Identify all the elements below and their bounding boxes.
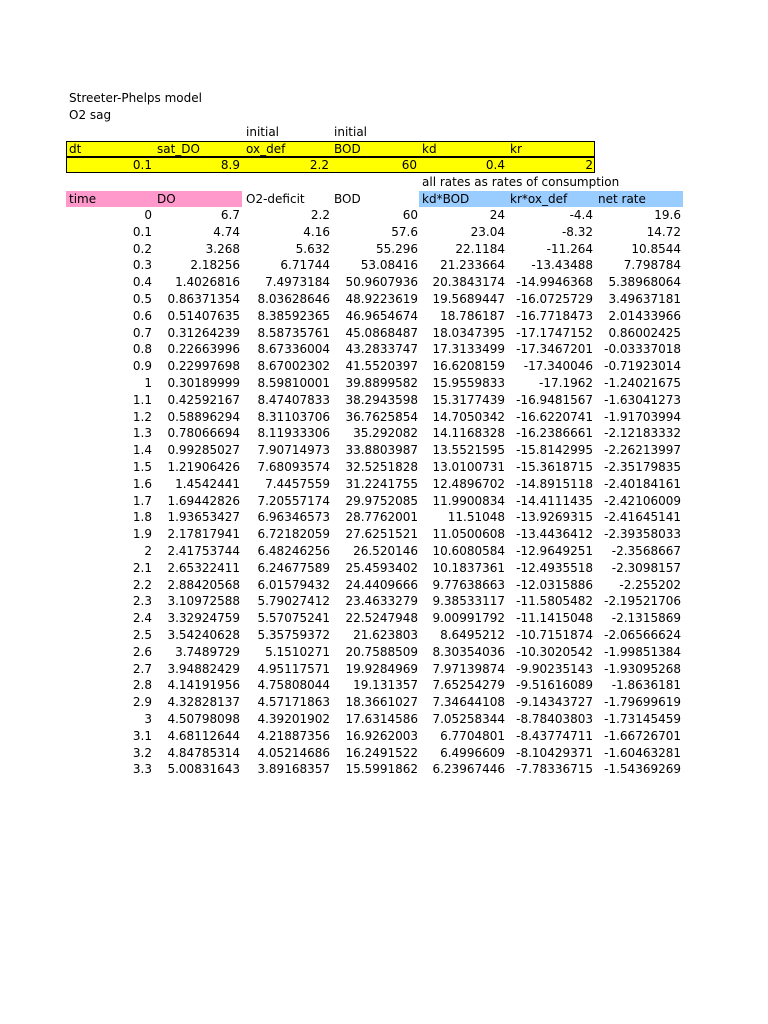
sheet-title: Streeter-Phelps model — [69, 91, 202, 105]
cell-time[interactable]: 2.6 — [132, 644, 152, 659]
cell-o2-deficit[interactable]: 4.75808044 — [257, 678, 330, 693]
cell-time[interactable]: 0.2 — [132, 241, 152, 256]
cell-kd-bod[interactable]: 9.77638663 — [432, 577, 505, 592]
cell-kd-bod[interactable]: 7.34644108 — [432, 695, 505, 710]
cell-kd-bod[interactable]: 6.4996609 — [440, 745, 505, 760]
cell-kr-ox-def[interactable]: -12.0315886 — [516, 577, 593, 592]
table-row — [66, 661, 683, 678]
cell-net-rate[interactable]: -1.66726701 — [604, 728, 681, 743]
cell-net-rate[interactable]: -2.1315869 — [611, 611, 681, 626]
cell-o2-deficit[interactable]: 4.21887356 — [257, 728, 330, 743]
table-row — [66, 745, 683, 762]
param-label-bod: BOD — [334, 142, 361, 156]
cell-o2-deficit[interactable]: 5.57075241 — [257, 611, 330, 626]
cell-kd-bod[interactable]: 22.1184 — [455, 241, 505, 256]
cell-time[interactable]: 1.6 — [132, 476, 152, 491]
cell-kd-bod[interactable]: 23.04 — [470, 224, 505, 239]
table-row — [66, 627, 683, 644]
cell-o2-deficit[interactable]: 8.03628646 — [257, 291, 330, 306]
cell-kr-ox-def[interactable]: -12.4935518 — [516, 560, 593, 575]
cell-bod[interactable]: 31.2241755 — [345, 476, 418, 491]
cell-kr-ox-def[interactable]: -15.8142995 — [516, 443, 593, 458]
cell-o2-deficit[interactable]: 8.47407833 — [257, 392, 330, 407]
cell-net-rate[interactable]: -0.71923014 — [604, 359, 681, 374]
cell-do[interactable]: 4.14191956 — [167, 678, 240, 693]
cell-bod[interactable]: 50.9607936 — [345, 275, 418, 290]
cell-net-rate[interactable]: 14.72 — [646, 224, 681, 239]
cell-kd-bod[interactable]: 10.1837361 — [432, 560, 505, 575]
param-value-bod[interactable]: 60 — [401, 158, 417, 172]
cell-time[interactable]: 2.9 — [132, 695, 152, 710]
cell-bod[interactable]: 25.4593402 — [345, 560, 418, 575]
cell-o2-deficit[interactable]: 5.79027412 — [257, 594, 330, 609]
cell-kd-bod[interactable]: 14.1168328 — [432, 426, 505, 441]
cell-kd-bod[interactable]: 8.30354036 — [432, 644, 505, 659]
table-row — [66, 392, 683, 409]
cell-kr-ox-def[interactable]: -13.4436412 — [516, 527, 593, 542]
cell-kd-bod[interactable]: 7.05258344 — [432, 711, 505, 726]
cell-do[interactable]: 1.69442826 — [167, 493, 240, 508]
table-row — [66, 224, 683, 241]
cell-o2-deficit[interactable]: 6.96346573 — [257, 510, 330, 525]
cell-kd-bod[interactable]: 18.0347395 — [432, 325, 505, 340]
cell-bod[interactable]: 20.7588509 — [345, 644, 418, 659]
cell-o2-deficit[interactable]: 8.11933306 — [257, 426, 330, 441]
table-row — [66, 325, 683, 342]
cell-net-rate[interactable]: -2.26213997 — [604, 443, 681, 458]
cell-kr-ox-def[interactable]: -16.0725729 — [516, 291, 593, 306]
cell-kd-bod[interactable]: 10.6080584 — [432, 543, 505, 558]
cell-kd-bod[interactable]: 11.51048 — [447, 510, 505, 525]
cell-net-rate[interactable]: -1.93095268 — [604, 661, 681, 676]
cell-net-rate[interactable]: -2.3098157 — [611, 560, 681, 575]
cell-kd-bod[interactable]: 8.6495212 — [440, 627, 505, 642]
cell-do[interactable]: 2.65322411 — [167, 560, 240, 575]
cell-o2-deficit[interactable]: 8.31103706 — [257, 409, 330, 424]
cell-time[interactable]: 0.9 — [132, 359, 152, 374]
cell-time[interactable]: 1.3 — [132, 426, 152, 441]
cell-o2-deficit[interactable]: 6.01579432 — [257, 577, 330, 592]
cell-kd-bod[interactable]: 13.0100731 — [432, 459, 505, 474]
cell-net-rate[interactable]: -2.40184161 — [604, 476, 681, 491]
cell-o2-deficit[interactable]: 6.71744 — [280, 258, 330, 273]
cell-o2-deficit[interactable]: 3.89168357 — [257, 762, 330, 777]
table-row — [66, 694, 683, 711]
cell-bod[interactable]: 33.8803987 — [345, 443, 418, 458]
cell-o2-deficit[interactable]: 5.35759372 — [257, 627, 330, 642]
cell-time[interactable]: 1.9 — [132, 527, 152, 542]
cell-net-rate[interactable]: -2.12183332 — [604, 426, 681, 441]
cell-net-rate[interactable]: -1.60463281 — [604, 745, 681, 760]
cell-do[interactable]: 6.7 — [220, 208, 240, 222]
cell-kr-ox-def[interactable]: -9.90235143 — [516, 661, 593, 676]
table-row — [66, 241, 683, 258]
cell-kd-bod[interactable]: 13.5521595 — [432, 443, 505, 458]
col-header-bod: BOD — [334, 192, 361, 206]
cell-bod[interactable]: 48.9223619 — [345, 291, 418, 306]
cell-do[interactable]: 3.54240628 — [167, 627, 240, 642]
param-value-ox-def[interactable]: 2.2 — [309, 158, 329, 172]
cell-kr-ox-def[interactable]: -17.1962 — [539, 375, 593, 390]
cell-time[interactable]: 0.1 — [132, 224, 152, 239]
cell-kd-bod[interactable]: 24 — [489, 208, 505, 222]
col-header-o2-deficit: O2-deficit — [246, 192, 305, 206]
cell-o2-deficit[interactable]: 4.57171863 — [257, 695, 330, 710]
cell-net-rate[interactable]: 10.8544 — [631, 241, 681, 256]
param-label-ox-def: ox_def — [246, 142, 286, 156]
table-row — [66, 761, 683, 778]
cell-time[interactable]: 1.7 — [132, 493, 152, 508]
cell-o2-deficit[interactable]: 7.4457559 — [265, 476, 330, 491]
cell-o2-deficit[interactable]: 4.95117571 — [257, 661, 330, 676]
cell-bod[interactable]: 27.6251521 — [345, 527, 418, 542]
cell-time[interactable]: 2.2 — [132, 577, 152, 592]
cell-kr-ox-def[interactable]: -15.3618715 — [516, 459, 593, 474]
cell-kd-bod[interactable]: 12.4896702 — [432, 476, 505, 491]
cell-kr-ox-def[interactable]: -10.3020542 — [516, 644, 593, 659]
cell-kr-ox-def[interactable]: -11.1415048 — [516, 611, 593, 626]
cell-do[interactable]: 4.84785314 — [167, 745, 240, 760]
cell-kr-ox-def[interactable]: -16.7718473 — [516, 308, 593, 323]
cell-kr-ox-def[interactable]: -9.51616089 — [516, 678, 593, 693]
table-row — [66, 560, 683, 577]
rates-note: all rates as rates of consumption — [422, 175, 620, 189]
cell-time[interactable]: 2.5 — [132, 627, 152, 642]
cell-do[interactable]: 4.32828137 — [167, 695, 240, 710]
cell-do[interactable]: 0.30189999 — [167, 375, 240, 390]
cell-kd-bod[interactable]: 14.7050342 — [432, 409, 505, 424]
cell-net-rate[interactable]: 19.6 — [654, 208, 681, 222]
cell-do[interactable]: 0.99285027 — [167, 443, 240, 458]
cell-time[interactable]: 0.7 — [132, 325, 152, 340]
cell-time[interactable]: 1.4 — [132, 443, 152, 458]
cell-do[interactable]: 0.86371354 — [167, 291, 240, 306]
cell-kr-ox-def[interactable]: -14.8915118 — [516, 476, 593, 491]
table-row — [66, 526, 683, 543]
cell-kr-ox-def[interactable]: -14.4111435 — [516, 493, 593, 508]
cell-kd-bod[interactable]: 9.38533117 — [432, 594, 505, 609]
cell-do[interactable]: 4.74 — [213, 224, 240, 239]
cell-do[interactable]: 3.10972588 — [167, 594, 240, 609]
cell-bod[interactable]: 16.9262003 — [345, 728, 418, 743]
param-label-kd: kd — [422, 142, 437, 156]
table-row — [66, 459, 683, 476]
cell-net-rate[interactable]: -1.73145459 — [604, 711, 681, 726]
cell-kr-ox-def[interactable]: -8.78403803 — [516, 711, 593, 726]
cell-kd-bod[interactable]: 21.233664 — [440, 258, 505, 273]
cell-kr-ox-def[interactable]: -8.43774711 — [516, 728, 593, 743]
param-value-dt[interactable]: 0.1 — [132, 158, 152, 172]
table-row — [66, 577, 683, 594]
cell-time[interactable]: 1 — [144, 375, 152, 390]
cell-bod[interactable]: 26.520146 — [353, 543, 418, 558]
cell-bod[interactable]: 23.4633279 — [345, 594, 418, 609]
cell-do[interactable]: 5.00831643 — [167, 762, 240, 777]
cell-net-rate[interactable]: 0.86002425 — [608, 325, 681, 340]
table-row — [66, 207, 683, 224]
cell-do[interactable]: 2.17817941 — [167, 527, 240, 542]
param-value-sat-do[interactable]: 8.9 — [220, 158, 240, 172]
table-row — [66, 493, 683, 510]
cell-kd-bod[interactable]: 6.23967446 — [432, 762, 505, 777]
cell-do[interactable]: 0.22663996 — [167, 342, 240, 357]
cell-kr-ox-def[interactable]: -13.43488 — [531, 258, 593, 273]
table-row — [66, 341, 683, 358]
param-value-kr[interactable]: 2 — [585, 158, 593, 172]
cell-kd-bod[interactable]: 19.5689447 — [432, 291, 505, 306]
cell-net-rate[interactable]: -2.3568667 — [611, 543, 681, 558]
cell-kr-ox-def[interactable]: -17.340046 — [523, 359, 593, 374]
cell-time[interactable]: 2.7 — [132, 661, 152, 676]
cell-o2-deficit[interactable]: 7.4973184 — [265, 275, 330, 290]
cell-net-rate[interactable]: -2.39358033 — [604, 527, 681, 542]
cell-bod[interactable]: 38.2943598 — [345, 392, 418, 407]
cell-net-rate[interactable]: -2.42106009 — [604, 493, 681, 508]
col-header-do: DO — [157, 192, 176, 206]
cell-do[interactable]: 1.93653427 — [167, 510, 240, 525]
cell-bod[interactable]: 60 — [402, 208, 418, 222]
cell-net-rate[interactable]: 3.49637181 — [608, 291, 681, 306]
cell-do[interactable]: 2.88420568 — [167, 577, 240, 592]
cell-bod[interactable]: 28.7762001 — [345, 510, 418, 525]
table-row — [66, 593, 683, 610]
table-row — [66, 711, 683, 728]
cell-o2-deficit[interactable]: 7.20557174 — [257, 493, 330, 508]
cell-kr-ox-def[interactable]: -12.9649251 — [516, 543, 593, 558]
cell-bod[interactable]: 22.5247948 — [345, 611, 418, 626]
cell-o2-deficit[interactable]: 8.67002302 — [257, 359, 330, 374]
cell-net-rate[interactable]: 2.01433966 — [608, 308, 681, 323]
col-header-time: time — [69, 192, 97, 206]
cell-time[interactable]: 2.8 — [132, 678, 152, 693]
sheet-subtitle: O2 sag — [69, 108, 112, 122]
cell-bod[interactable]: 29.9752085 — [345, 493, 418, 508]
cell-kr-ox-def[interactable]: -11.5805482 — [516, 594, 593, 609]
table-row — [66, 425, 683, 442]
cell-do[interactable]: 3.32924759 — [167, 611, 240, 626]
cell-o2-deficit[interactable]: 4.16 — [303, 224, 330, 239]
cell-kr-ox-def[interactable]: -16.6220741 — [516, 409, 593, 424]
cell-time[interactable]: 3.3 — [132, 762, 152, 777]
cell-bod[interactable]: 55.296 — [376, 241, 418, 256]
cell-kd-bod[interactable]: 9.00991792 — [432, 611, 505, 626]
cell-kr-ox-def[interactable]: -16.9481567 — [516, 392, 593, 407]
cell-kr-ox-def[interactable]: -8.32 — [561, 224, 593, 239]
bod-initial-note: initial — [334, 125, 367, 139]
cell-o2-deficit[interactable]: 4.05214686 — [257, 745, 330, 760]
cell-net-rate[interactable]: -1.54369269 — [604, 762, 681, 777]
cell-bod[interactable]: 53.08416 — [360, 258, 418, 273]
cell-bod[interactable]: 17.6314586 — [345, 711, 418, 726]
cell-time[interactable]: 2.1 — [132, 560, 152, 575]
cell-time[interactable]: 1.8 — [132, 510, 152, 525]
cell-time[interactable]: 3 — [144, 711, 152, 726]
table-row — [66, 375, 683, 392]
cell-net-rate[interactable]: -2.19521706 — [604, 594, 681, 609]
cell-o2-deficit[interactable]: 6.72182059 — [257, 527, 330, 542]
cell-kr-ox-def[interactable]: -9.14343727 — [516, 695, 593, 710]
cell-time[interactable]: 2.3 — [132, 594, 152, 609]
cell-kd-bod[interactable]: 7.97139874 — [432, 661, 505, 676]
cell-do[interactable]: 0.22997698 — [167, 359, 240, 374]
cell-time[interactable]: 0 — [144, 208, 152, 222]
cell-bod[interactable]: 45.0868487 — [345, 325, 418, 340]
cell-bod[interactable]: 21.623803 — [353, 627, 418, 642]
cell-kd-bod[interactable]: 17.3133499 — [432, 342, 505, 357]
table-row — [66, 358, 683, 375]
cell-kd-bod[interactable]: 18.786187 — [440, 308, 505, 323]
param-label-dt: dt — [69, 142, 82, 156]
table-row — [66, 274, 683, 291]
col-header-kr-ox-def: kr*ox_def — [510, 192, 568, 206]
cell-o2-deficit[interactable]: 8.58735761 — [257, 325, 330, 340]
cell-kd-bod[interactable]: 15.3177439 — [432, 392, 505, 407]
param-label-sat-do: sat_DO — [157, 142, 200, 156]
table-row — [66, 509, 683, 526]
cell-o2-deficit[interactable]: 7.90714973 — [257, 443, 330, 458]
cell-time[interactable]: 0.8 — [132, 342, 152, 357]
cell-kd-bod[interactable]: 16.6208159 — [432, 359, 505, 374]
cell-o2-deficit[interactable]: 5.1510271 — [265, 644, 330, 659]
cell-net-rate[interactable]: -1.8636181 — [611, 678, 681, 693]
cell-kr-ox-def[interactable]: -4.4 — [569, 208, 593, 222]
cell-kr-ox-def[interactable]: -14.9946368 — [516, 275, 593, 290]
cell-net-rate[interactable]: -2.06566624 — [604, 627, 681, 642]
cell-kd-bod[interactable]: 11.9900834 — [432, 493, 505, 508]
cell-do[interactable]: 0.58896294 — [167, 409, 240, 424]
cell-o2-deficit[interactable]: 8.67336004 — [257, 342, 330, 357]
cell-time[interactable]: 0.3 — [132, 258, 152, 273]
cell-kr-ox-def[interactable]: -17.1747152 — [516, 325, 593, 340]
cell-do[interactable]: 0.78066694 — [167, 426, 240, 441]
cell-do[interactable]: 1.4542441 — [175, 476, 240, 491]
table-row — [66, 610, 683, 627]
cell-do[interactable]: 1.4026816 — [175, 275, 240, 290]
cell-bod[interactable]: 19.9284969 — [345, 661, 418, 676]
cell-kr-ox-def[interactable]: -16.2386661 — [516, 426, 593, 441]
cell-do[interactable]: 1.21906426 — [167, 459, 240, 474]
col-header-kd-bod: kd*BOD — [422, 192, 470, 206]
cell-do[interactable]: 3.94882429 — [167, 661, 240, 676]
cell-bod[interactable]: 35.292082 — [353, 426, 418, 441]
table-row — [66, 476, 683, 493]
cell-do[interactable]: 2.41753744 — [167, 543, 240, 558]
cell-net-rate[interactable]: -1.91703994 — [604, 409, 681, 424]
ox-def-initial-note: initial — [246, 125, 279, 139]
cell-do[interactable]: 0.51407635 — [167, 308, 240, 323]
cell-bod[interactable]: 41.5520397 — [345, 359, 418, 374]
cell-kd-bod[interactable]: 7.65254279 — [432, 678, 505, 693]
cell-time[interactable]: 1.5 — [132, 459, 152, 474]
cell-net-rate[interactable]: 7.798784 — [623, 258, 681, 273]
table-row — [66, 442, 683, 459]
cell-net-rate[interactable]: -1.99851384 — [604, 644, 681, 659]
cell-bod[interactable]: 46.9654674 — [345, 308, 418, 323]
table-row — [66, 728, 683, 745]
cell-do[interactable]: 4.68112644 — [167, 728, 240, 743]
cell-bod[interactable]: 32.5251828 — [345, 459, 418, 474]
cell-do[interactable]: 2.18256 — [190, 258, 240, 273]
cell-do[interactable]: 3.268 — [205, 241, 240, 256]
cell-kd-bod[interactable]: 20.3843174 — [432, 275, 505, 290]
table-row — [66, 644, 683, 661]
cell-bod[interactable]: 36.7625854 — [345, 409, 418, 424]
cell-net-rate[interactable]: 5.38968064 — [608, 275, 681, 290]
cell-time[interactable]: 0.5 — [132, 291, 152, 306]
cell-time[interactable]: 1.1 — [132, 392, 152, 407]
cell-time[interactable]: 2 — [144, 543, 152, 558]
cell-do[interactable]: 3.7489729 — [175, 644, 240, 659]
cell-kr-ox-def[interactable]: -13.9269315 — [516, 510, 593, 525]
cell-kr-ox-def[interactable]: -11.264 — [546, 241, 593, 256]
cell-bod[interactable]: 19.131357 — [353, 678, 418, 693]
cell-net-rate[interactable]: -1.63041273 — [604, 392, 681, 407]
cell-o2-deficit[interactable]: 8.59810001 — [257, 375, 330, 390]
param-value-kd[interactable]: 0.4 — [485, 158, 505, 172]
cell-o2-deficit[interactable]: 6.48246256 — [257, 543, 330, 558]
cell-kd-bod[interactable]: 15.9559833 — [432, 375, 505, 390]
cell-net-rate[interactable]: -1.79699619 — [604, 695, 681, 710]
cell-time[interactable]: 0.6 — [132, 308, 152, 323]
col-header-net-rate: net rate — [598, 192, 646, 206]
cell-net-rate[interactable]: -0.03337018 — [604, 342, 681, 357]
cell-do[interactable]: 0.31264239 — [167, 325, 240, 340]
cell-time[interactable]: 3.1 — [132, 728, 152, 743]
table-row — [66, 308, 683, 325]
cell-bod[interactable]: 16.2491522 — [345, 745, 418, 760]
cell-kd-bod[interactable]: 11.0500608 — [432, 527, 505, 542]
cell-bod[interactable]: 43.2833747 — [345, 342, 418, 357]
cell-o2-deficit[interactable]: 7.68093574 — [257, 459, 330, 474]
table-row — [66, 257, 683, 274]
cell-bod[interactable]: 39.8899582 — [345, 375, 418, 390]
table-row — [66, 291, 683, 308]
cell-time[interactable]: 0.4 — [132, 275, 152, 290]
cell-kd-bod[interactable]: 6.7704801 — [440, 728, 505, 743]
cell-time[interactable]: 1.2 — [132, 409, 152, 424]
cell-kr-ox-def[interactable]: -8.10429371 — [516, 745, 593, 760]
table-row — [66, 409, 683, 426]
data-table-body — [66, 207, 683, 778]
cell-time[interactable]: 2.4 — [132, 611, 152, 626]
cell-o2-deficit[interactable]: 5.632 — [295, 241, 330, 256]
cell-net-rate[interactable]: -2.35179835 — [604, 459, 681, 474]
table-row — [66, 543, 683, 560]
cell-o2-deficit[interactable]: 2.2 — [310, 208, 330, 222]
table-row — [66, 677, 683, 694]
cell-bod[interactable]: 15.5991862 — [345, 762, 418, 777]
cell-kr-ox-def[interactable]: -7.78336715 — [516, 762, 593, 777]
cell-o2-deficit[interactable]: 6.24677589 — [257, 560, 330, 575]
cell-o2-deficit[interactable]: 4.39201902 — [257, 711, 330, 726]
cell-net-rate[interactable]: -2.41645141 — [604, 510, 681, 525]
cell-time[interactable]: 3.2 — [132, 745, 152, 760]
cell-o2-deficit[interactable]: 8.38592365 — [257, 308, 330, 323]
cell-bod[interactable]: 24.4409666 — [345, 577, 418, 592]
cell-kr-ox-def[interactable]: -10.7151874 — [516, 627, 593, 642]
cell-do[interactable]: 4.50798098 — [167, 711, 240, 726]
cell-net-rate[interactable]: -2.255202 — [619, 577, 681, 592]
param-label-kr: kr — [510, 142, 522, 156]
data-table — [66, 207, 683, 778]
cell-bod[interactable]: 57.6 — [391, 224, 418, 239]
cell-net-rate[interactable]: -1.24021675 — [604, 375, 681, 390]
cell-kr-ox-def[interactable]: -17.3467201 — [516, 342, 593, 357]
cell-bod[interactable]: 18.3661027 — [345, 695, 418, 710]
cell-do[interactable]: 0.42592167 — [167, 392, 240, 407]
